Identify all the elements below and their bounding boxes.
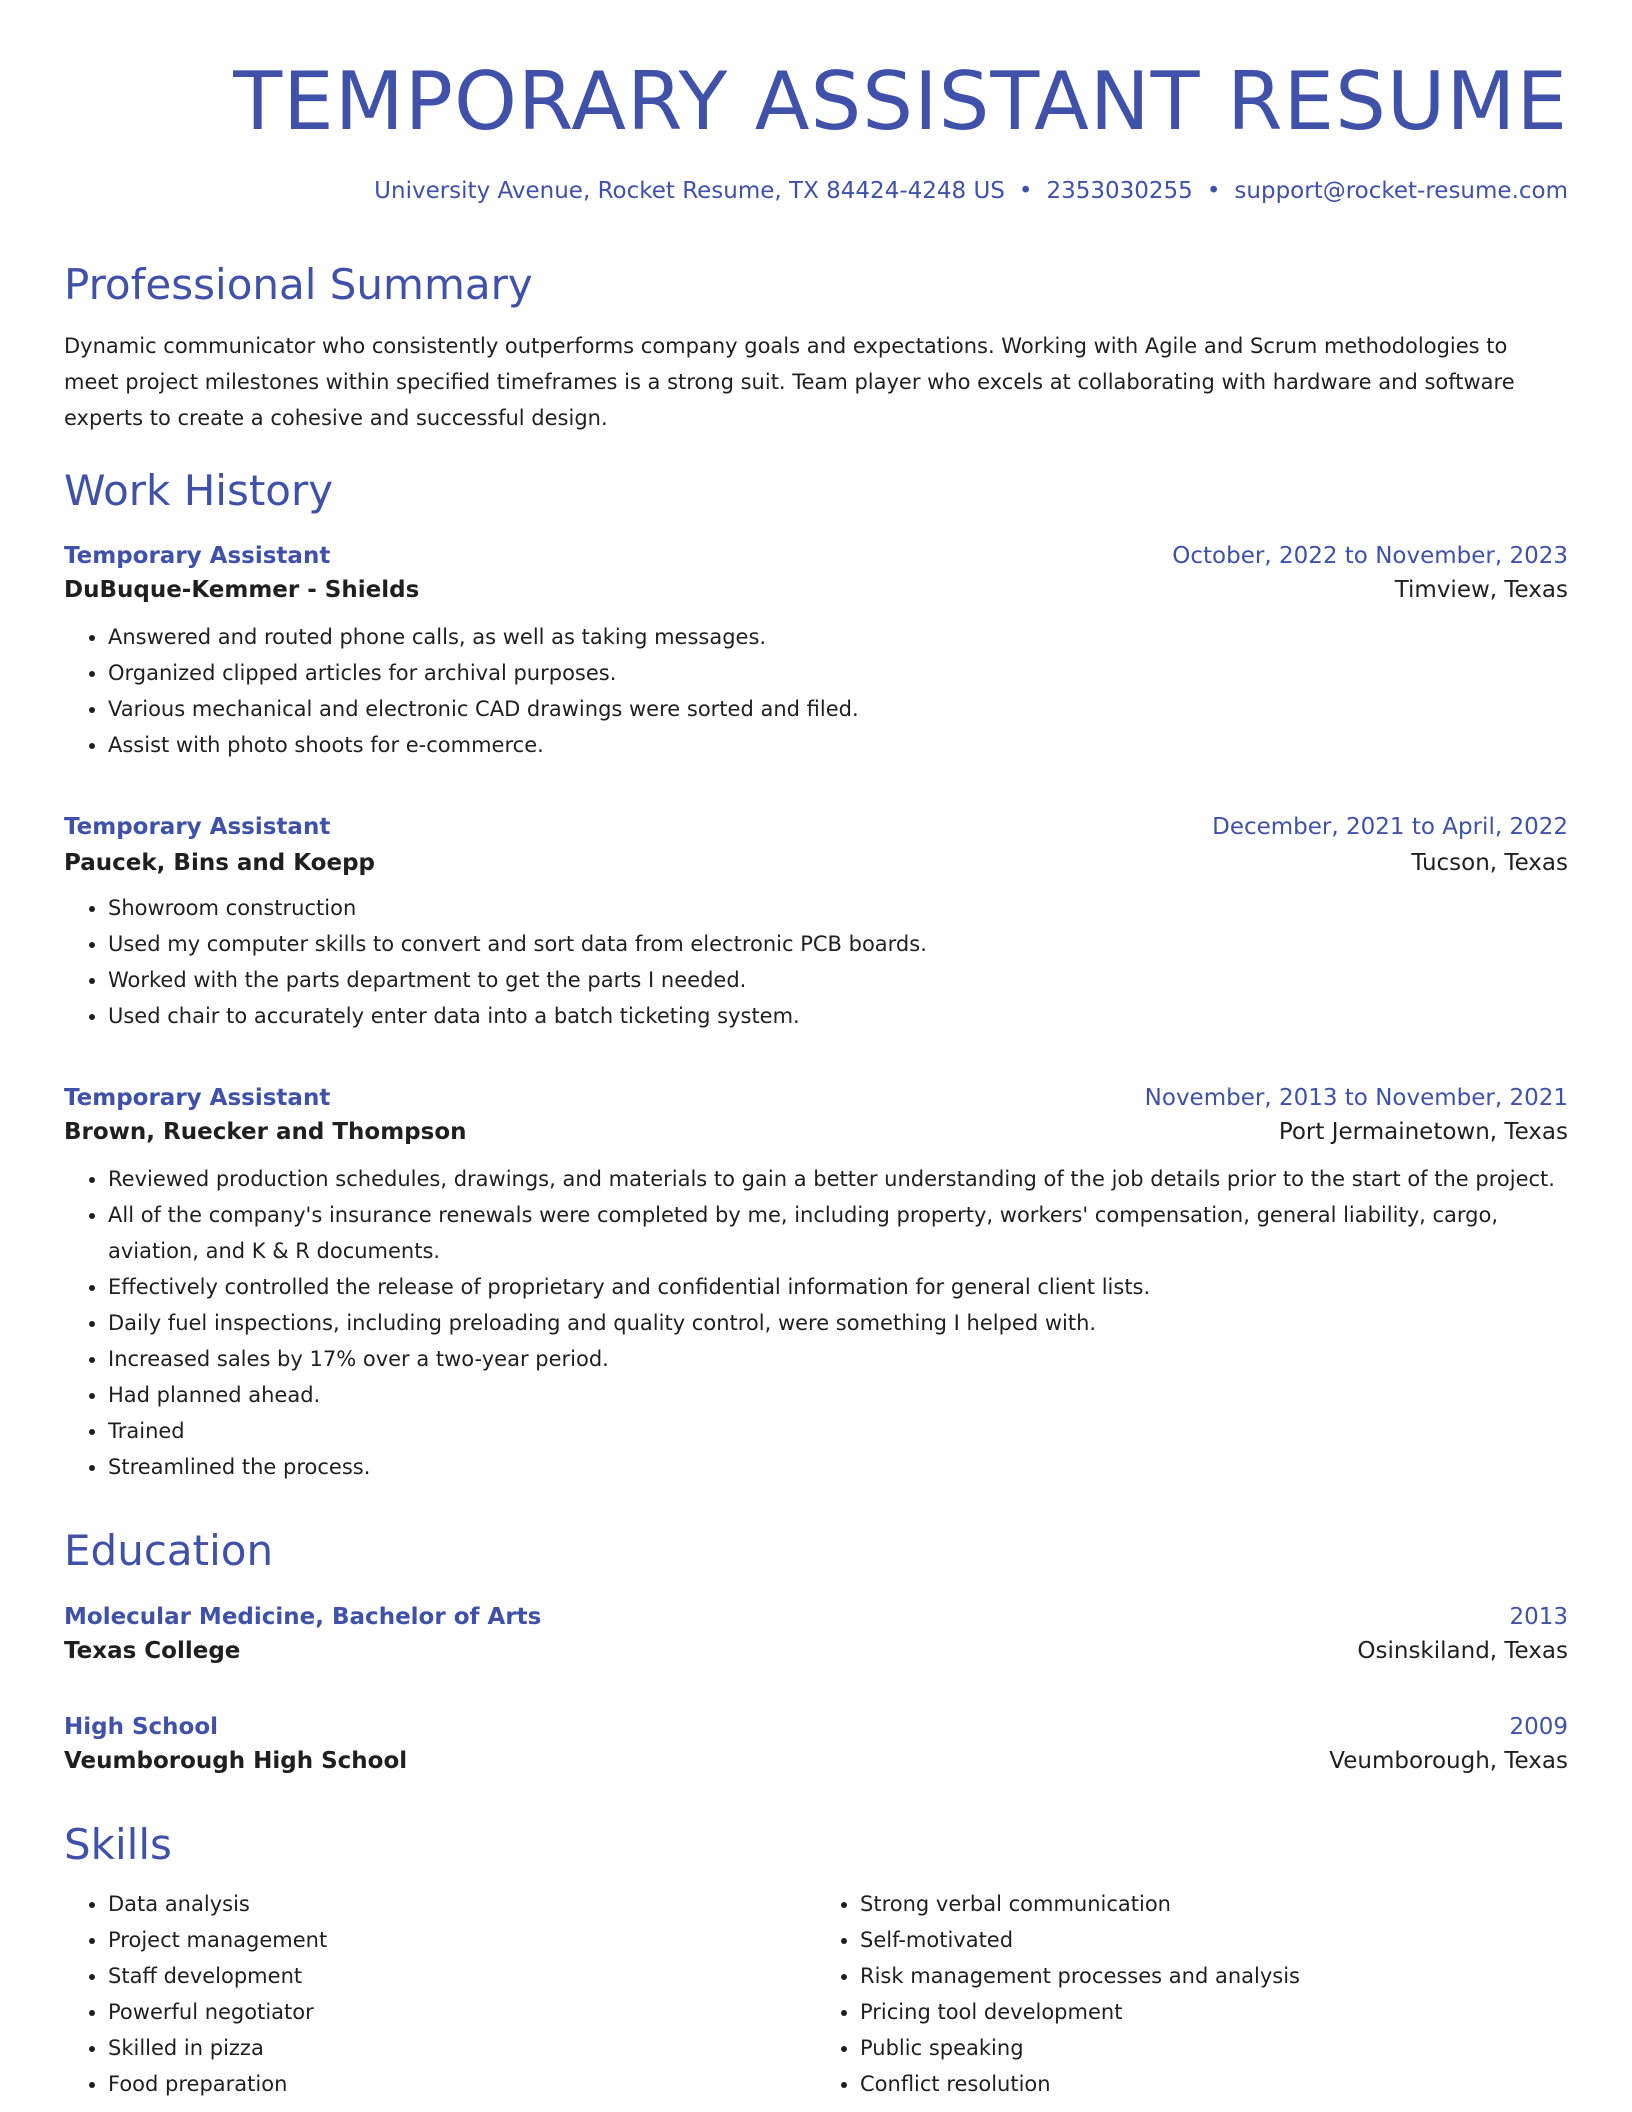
job-title-row — [64, 814, 1568, 840]
education-year: 2013 — [1509, 1604, 1568, 1630]
education-section — [64, 1528, 1568, 1574]
list-item: • Self-motivated — [860, 1922, 1568, 1958]
education-heading: Education — [64, 1526, 274, 1575]
list-item: • Daily fuel inspections, including preloading and quality control, were something I helped with. — [108, 1305, 1568, 1341]
job-dates: November, 2013 to November, 2021 — [1144, 1085, 1568, 1111]
job-company: Paucek, Bins and Koepp — [64, 850, 376, 876]
skills-list-left — [64, 1886, 816, 2102]
education-degree: Molecular Medicine, Bachelor of Arts — [64, 1604, 542, 1630]
list-item: • Showroom construction — [108, 890, 1568, 926]
job-company: Brown, Ruecker and Thompson — [64, 1119, 467, 1145]
education-entry — [64, 1714, 1568, 1774]
job-location: Timview, Texas — [1394, 577, 1568, 603]
job-bullets — [64, 890, 1568, 1034]
summary-section — [64, 262, 1568, 436]
job-location: Port Jermainetown, Texas — [1278, 1119, 1568, 1145]
resume-page — [64, 0, 1568, 2097]
list-item: • Used my computer skills to convert and sort data from electronic PCB boards. — [108, 926, 1568, 962]
list-item: • Project management — [108, 1922, 816, 1958]
list-item: • Worked with the parts department to get the parts I needed. — [108, 962, 1568, 998]
skills-columns — [64, 1886, 1568, 2102]
contact-line — [64, 178, 1568, 204]
job-entry — [64, 814, 1568, 1034]
list-item: • Staff development — [108, 1958, 816, 1994]
list-item: • All of the company's insurance renewals were completed by me, including property, workers' compensation, general liability, cargo, aviation, and K & R documents. — [108, 1197, 1568, 1269]
education-degree: High School — [64, 1714, 219, 1740]
list-item: • Powerful negotiator — [108, 1994, 816, 2030]
contact-separator: • — [1206, 178, 1221, 204]
job-title-row — [64, 543, 1568, 569]
list-item: • Answered and routed phone calls, as well as taking messages. — [108, 619, 1568, 655]
list-item: • Reviewed production schedules, drawings, and materials to gain a better understanding of the job details prior to the start of the project. — [108, 1161, 1568, 1197]
contact-email[interactable]: support@rocket-resume.com — [1234, 178, 1568, 204]
job-title: Temporary Assistant — [64, 1085, 331, 1111]
work-history-section — [64, 468, 1568, 514]
resume-title: TEMPORARY ASSISTANT RESUME — [233, 55, 1568, 148]
education-location: Veumborough, Texas — [1329, 1748, 1568, 1774]
contact-separator: • — [1018, 178, 1033, 204]
education-location: Osinskiland, Texas — [1357, 1638, 1568, 1664]
job-bullets — [64, 1161, 1568, 1485]
contact-address: University Avenue, Rocket Resume, TX 84424-4248 US — [374, 178, 1005, 204]
list-item: • Food preparation — [108, 2066, 816, 2102]
job-dates: October, 2022 to November, 2023 — [1172, 543, 1568, 569]
education-school: Texas College — [64, 1638, 241, 1664]
job-company: DuBuque-Kemmer - Shields — [64, 577, 420, 603]
education-school-row — [64, 1748, 1568, 1774]
job-company-row — [64, 1119, 1568, 1145]
education-degree-row — [64, 1714, 1568, 1740]
job-title: Temporary Assistant — [64, 814, 331, 840]
list-item: • Had planned ahead. — [108, 1377, 1568, 1413]
work-history-heading: Work History — [64, 466, 334, 515]
list-item: • Organized clipped articles for archival purposes. — [108, 655, 1568, 691]
list-item: • Strong verbal communication — [860, 1886, 1568, 1922]
job-title-row — [64, 1085, 1568, 1111]
job-dates: December, 2021 to April, 2022 — [1212, 814, 1568, 840]
summary-text: Dynamic communicator who consistently outperforms company goals and expectations. Working with Agile and Scrum methodologies to meet project milestones within specified timeframes is a strong suit. Team player who excels at collaborating with hardware and software experts to create a cohesive and successful design. — [64, 334, 1515, 431]
skills-list-right — [816, 1886, 1568, 2102]
education-school: Veumborough High School — [64, 1748, 408, 1774]
list-item: • Public speaking — [860, 2030, 1568, 2066]
list-item: • Data analysis — [108, 1886, 816, 1922]
job-title: Temporary Assistant — [64, 543, 331, 569]
job-location: Tucson, Texas — [1411, 850, 1568, 876]
list-item: • Effectively controlled the release of proprietary and confidential information for general client lists. — [108, 1269, 1568, 1305]
skills-section — [64, 1822, 1568, 2102]
list-item: • Skilled in pizza — [108, 2030, 816, 2066]
education-entry — [64, 1604, 1568, 1664]
list-item: • Pricing tool development — [860, 1994, 1568, 2030]
job-entry — [64, 543, 1568, 763]
list-item: • Risk management processes and analysis — [860, 1958, 1568, 1994]
job-entry — [64, 1085, 1568, 1485]
education-degree-row — [64, 1604, 1568, 1630]
education-year: 2009 — [1509, 1714, 1568, 1740]
education-school-row — [64, 1638, 1568, 1664]
skills-heading: Skills — [64, 1820, 172, 1869]
job-company-row — [64, 577, 1568, 603]
summary-heading: Professional Summary — [64, 260, 533, 309]
list-item: • Conflict resolution — [860, 2066, 1568, 2102]
contact-phone: 2353030255 — [1046, 178, 1193, 204]
list-item: • Streamlined the process. — [108, 1449, 1568, 1485]
list-item: • Used chair to accurately enter data into a batch ticketing system. — [108, 998, 1568, 1034]
list-item: • Trained — [108, 1413, 1568, 1449]
job-company-row — [64, 850, 1568, 876]
list-item: • Assist with photo shoots for e-commerce. — [108, 727, 1568, 763]
list-item: • Increased sales by 17% over a two-year period. — [108, 1341, 1568, 1377]
job-bullets — [64, 619, 1568, 763]
list-item: • Various mechanical and electronic CAD drawings were sorted and filed. — [108, 691, 1568, 727]
